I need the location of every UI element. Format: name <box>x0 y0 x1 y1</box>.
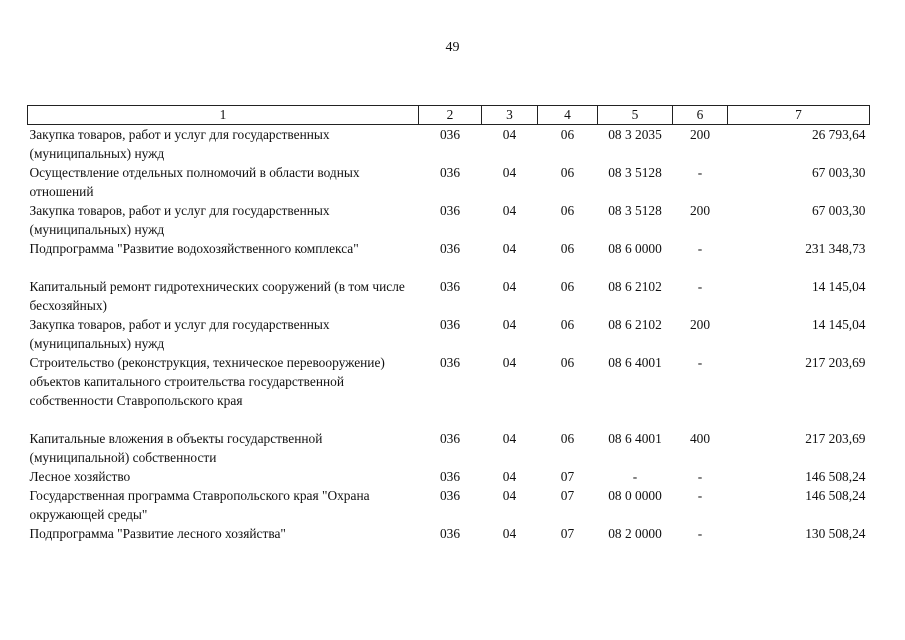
row-col-6: - <box>697 279 703 294</box>
row-col-5: 08 0 0000 <box>608 488 662 503</box>
table-header-row <box>28 106 870 125</box>
row-col-6: - <box>697 355 703 370</box>
row-col-5: 08 2 0000 <box>608 526 662 541</box>
row-col-6: - <box>697 165 703 180</box>
table-row <box>28 467 870 486</box>
row-col-6: - <box>697 488 703 503</box>
row-col-5: 08 6 2102 <box>608 279 662 294</box>
row-col-4: 06 <box>560 165 575 180</box>
table-row <box>28 163 870 201</box>
row-col-3: 04 <box>502 241 517 256</box>
row-col-3: 04 <box>502 431 517 446</box>
row-name: Подпрограмма "Развитие лесного хозяйства" <box>29 526 286 541</box>
header-col-4: 4 <box>538 106 598 125</box>
row-amount: 26 793,64 <box>811 127 866 142</box>
row-col-5: 08 3 5128 <box>608 203 662 218</box>
row-col-4: 07 <box>560 488 575 503</box>
row-amount: 67 003,30 <box>811 203 866 218</box>
row-col-4: 06 <box>560 317 575 332</box>
page-number: 49 <box>445 40 460 55</box>
row-col-2: 036 <box>439 203 461 218</box>
header-col-3: 3 <box>482 106 538 125</box>
row-col-4: 06 <box>560 279 575 294</box>
row-name: Государственная программа Ставропольского края "Охрана окружающей среды" <box>29 488 370 522</box>
row-col-2: 036 <box>439 431 461 446</box>
table-row <box>28 125 870 164</box>
row-amount: 67 003,30 <box>811 165 866 180</box>
row-col-6: 200 <box>689 317 711 332</box>
row-col-5: - <box>632 469 638 484</box>
row-amount: 146 508,24 <box>805 469 866 484</box>
row-name: Осуществление отдельных полномочий в области водных отношений <box>29 165 360 199</box>
row-name: Подпрограмма "Развитие водохозяйственного комплекса" <box>29 241 359 256</box>
row-col-4: 07 <box>560 526 575 541</box>
row-col-3: 04 <box>502 469 517 484</box>
row-col-2: 036 <box>439 127 461 142</box>
row-col-2: 036 <box>439 241 461 256</box>
header-col-5: 5 <box>598 106 673 125</box>
row-col-3: 04 <box>502 203 517 218</box>
row-col-3: 04 <box>502 279 517 294</box>
row-col-4: 06 <box>560 203 575 218</box>
row-amount: 130 508,24 <box>805 526 866 541</box>
row-col-5: 08 3 5128 <box>608 165 662 180</box>
row-amount: 146 508,24 <box>805 488 866 503</box>
row-name: Закупка товаров, работ и услуг для государственных (муниципальных) нужд <box>29 317 330 351</box>
row-col-6: 400 <box>689 431 711 446</box>
row-col-3: 04 <box>502 355 517 370</box>
row-amount: 14 145,04 <box>811 317 866 332</box>
table-body <box>28 125 870 544</box>
row-amount: 14 145,04 <box>811 279 866 294</box>
row-name: Капитальный ремонт гидротехнических сооружений (в том числе бесхозяйных) <box>29 279 405 313</box>
row-name: Закупка товаров, работ и услуг для государственных (муниципальных) нужд <box>29 127 330 161</box>
row-col-3: 04 <box>502 127 517 142</box>
row-col-6: 200 <box>689 127 711 142</box>
table-row <box>28 277 870 315</box>
row-col-4: 06 <box>560 431 575 446</box>
table-row <box>28 429 870 467</box>
row-col-2: 036 <box>439 355 461 370</box>
table-row <box>28 239 870 277</box>
row-col-5: 08 6 4001 <box>608 355 662 370</box>
row-col-6: 200 <box>689 203 711 218</box>
row-col-5: 08 6 2102 <box>608 317 662 332</box>
row-col-5: 08 3 2035 <box>608 127 662 142</box>
row-col-2: 036 <box>439 469 461 484</box>
row-col-4: 06 <box>560 127 575 142</box>
row-col-3: 04 <box>502 317 517 332</box>
row-col-2: 036 <box>439 279 461 294</box>
row-col-2: 036 <box>439 526 461 541</box>
row-col-5: 08 6 4001 <box>608 431 662 446</box>
table-row <box>28 201 870 239</box>
table-row <box>28 486 870 524</box>
row-name: Лесное хозяйство <box>29 469 131 484</box>
row-col-2: 036 <box>439 488 461 503</box>
header-col-1: 1 <box>28 106 419 125</box>
header-col-2: 2 <box>419 106 482 125</box>
table-row <box>28 315 870 353</box>
row-col-4: 06 <box>560 241 575 256</box>
header-col-7: 7 <box>728 106 870 125</box>
row-amount: 231 348,73 <box>805 241 866 256</box>
row-col-4: 06 <box>560 355 575 370</box>
row-amount: 217 203,69 <box>805 355 866 370</box>
row-col-3: 04 <box>502 526 517 541</box>
row-col-3: 04 <box>502 165 517 180</box>
row-col-5: 08 6 0000 <box>608 241 662 256</box>
row-col-6: - <box>697 526 703 541</box>
row-col-3: 04 <box>502 488 517 503</box>
header-col-6: 6 <box>673 106 728 125</box>
row-col-4: 07 <box>560 469 575 484</box>
table-row <box>28 524 870 543</box>
row-name: Капитальные вложения в объекты государственной (муниципальной) собственности <box>29 431 323 465</box>
row-amount: 217 203,69 <box>805 431 866 446</box>
row-name: Закупка товаров, работ и услуг для государственных (муниципальных) нужд <box>29 203 330 237</box>
row-col-6: - <box>697 469 703 484</box>
row-name: Строительство (реконструкция, техническое перевооружение) объектов капитального строительства государственной собственности Ставропольского края <box>29 355 385 408</box>
row-col-6: - <box>697 241 703 256</box>
budget-table <box>27 105 870 543</box>
row-col-2: 036 <box>439 165 461 180</box>
row-col-2: 036 <box>439 317 461 332</box>
table-row <box>28 353 870 429</box>
